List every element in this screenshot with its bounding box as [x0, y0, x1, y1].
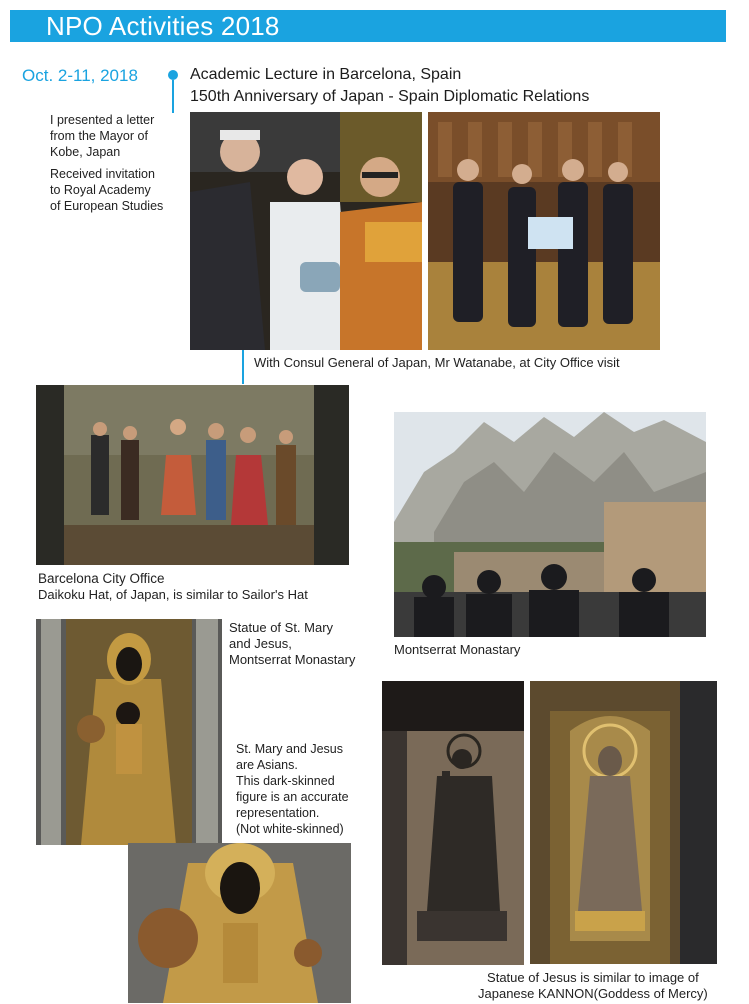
note-line: Kobe, Japan — [50, 145, 121, 159]
caption-line: Japanese KANNON(Goddess of Mercy) — [478, 986, 708, 1001]
caption-line: Daikoku Hat, of Japan, is similar to Sailor's Hat — [38, 587, 308, 602]
kannon-like-statue-photo — [530, 681, 717, 964]
page-title: NPO Activities 2018 — [46, 11, 280, 41]
note-line: Received invitation — [50, 167, 155, 181]
event-title-line-2: 150th Anniversary of Japan - Spain Diplomatic Relations — [190, 88, 590, 105]
montserrat-monastery-photo — [394, 412, 706, 637]
black-madonna-photo — [36, 619, 222, 845]
caption-line: Barcelona City Office — [38, 571, 165, 586]
note-line: from the Mayor of — [50, 129, 148, 143]
asians-caption — [236, 741, 349, 837]
caption-line: Montserrat Monastary — [229, 652, 356, 667]
event-title-line-1: Academic Lecture in Barcelona, Spain — [190, 66, 462, 83]
kannon-caption — [478, 970, 708, 1002]
madonna-closeup-photo — [128, 843, 351, 1003]
invitation-note — [50, 166, 163, 214]
caption-line: representation. — [236, 806, 320, 820]
caption-line: Statue of Jesus is similar to image of — [487, 970, 699, 985]
monastery-caption: Montserrat Monastary — [394, 642, 521, 657]
note-line: I presented a letter — [50, 113, 155, 127]
caption-line: This dark-skinned — [236, 774, 335, 788]
caption-line: Statue of St. Mary — [229, 620, 334, 635]
note-line: to Royal Academy — [50, 183, 151, 197]
timeline-dot — [168, 70, 178, 80]
caption-line: are Asians. — [236, 758, 298, 772]
event-date: Oct. 2-11, 2018 — [22, 66, 138, 85]
letter-note — [50, 112, 154, 160]
bronze-jesus-photo — [382, 681, 524, 965]
note-line: of European Studies — [50, 199, 164, 213]
caption-line: (Not white-skinned) — [236, 822, 344, 836]
timeline-line — [172, 80, 174, 113]
city-office-mural-photo — [36, 385, 349, 565]
city-office-caption — [38, 571, 308, 603]
certificate-photo — [428, 112, 660, 350]
consul-caption: With Consul General of Japan, Mr Watanabe, at City Office visit — [254, 355, 620, 370]
header-banner — [10, 10, 726, 42]
caption-line: and Jesus, — [229, 636, 292, 651]
caption-line: St. Mary and Jesus — [236, 742, 343, 756]
statue-caption — [229, 620, 355, 668]
caption-line: figure is an accurate — [236, 790, 349, 804]
academy-group-photo — [190, 112, 422, 350]
event-title — [190, 64, 589, 108]
